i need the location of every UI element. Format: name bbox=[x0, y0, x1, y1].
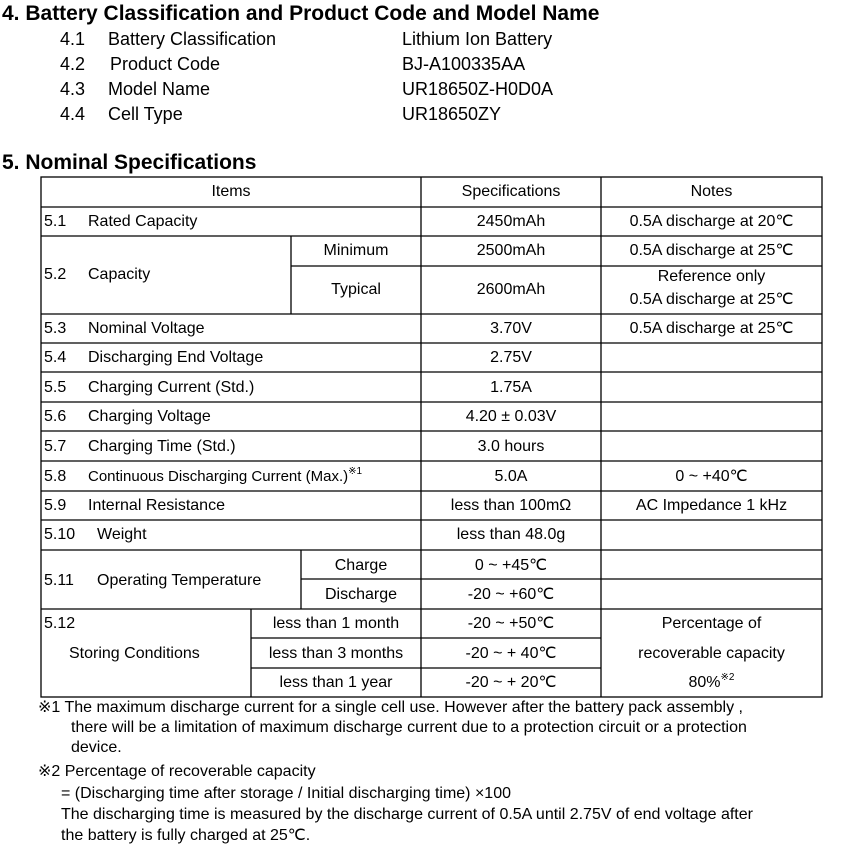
row-label: Charging Time (Std.) bbox=[88, 438, 236, 455]
note-value: 0.5A discharge at 25℃ bbox=[629, 320, 794, 337]
row-label: Rated Capacity bbox=[88, 213, 198, 230]
spec-value: 0 ~ +45℃ bbox=[474, 557, 548, 574]
row-label: Product Code bbox=[110, 54, 221, 74]
storage-period: less than 1 month bbox=[272, 615, 400, 632]
row-label: Nominal Voltage bbox=[88, 320, 205, 337]
row-number: 4.1 bbox=[60, 29, 86, 49]
header-notes: Notes bbox=[690, 183, 733, 200]
spec-value: less than 48.0g bbox=[456, 526, 566, 543]
footnote-2-line: = (Discharging time after storage / Initial discharging time) ×100 bbox=[61, 785, 511, 802]
row-value: UR18650Z-H0D0A bbox=[402, 79, 554, 99]
sub-label: Charge bbox=[334, 557, 388, 574]
spec-value: -20 ~ +60℃ bbox=[467, 586, 555, 603]
row-label: Battery Classification bbox=[108, 29, 277, 49]
note-value: Reference only bbox=[657, 268, 766, 285]
row-number: 5.4 bbox=[44, 349, 67, 366]
sub-label: Minimum bbox=[323, 242, 389, 259]
footnote-1-line: device. bbox=[71, 739, 122, 756]
row-number: 5.12 bbox=[44, 615, 76, 632]
spec-value: 5.0A bbox=[494, 468, 528, 485]
sub-label: Discharge bbox=[324, 586, 398, 603]
row-label: Storing Conditions bbox=[69, 645, 200, 662]
spec-value: -20 ~ + 20℃ bbox=[465, 674, 557, 691]
footnote-2-line: ※2 Percentage of recoverable capacity bbox=[38, 763, 316, 780]
row-label: Discharging End Voltage bbox=[88, 349, 264, 366]
spec-value: 3.70V bbox=[490, 320, 532, 337]
note-value: 0.5A discharge at 25℃ bbox=[629, 242, 794, 259]
note-value: AC Impedance 1 kHz bbox=[635, 497, 788, 514]
row-label: Operating Temperature bbox=[97, 572, 262, 589]
header-items: Items bbox=[211, 183, 251, 200]
footnote-2-line: The discharging time is measured by the discharge current of 0.5A until 2.75V of end voltage after bbox=[61, 806, 753, 823]
row-value: UR18650ZY bbox=[402, 104, 502, 124]
spec-value: 4.20 ± 0.03V bbox=[465, 408, 557, 425]
spec-value: less than 100mΩ bbox=[450, 497, 572, 514]
row-label: Model Name bbox=[108, 79, 211, 99]
row-label: Charging Voltage bbox=[88, 408, 211, 425]
row-number: 5.7 bbox=[44, 438, 67, 455]
spec-value: 2500mAh bbox=[476, 242, 546, 259]
row-label: Cell Type bbox=[108, 104, 183, 124]
note-value: recoverable capacity bbox=[638, 645, 785, 662]
note-value: 0.5A discharge at 25℃ bbox=[629, 291, 794, 308]
row-label: Capacity bbox=[88, 266, 151, 283]
row-number: 5.8 bbox=[44, 468, 67, 485]
section-5-title: 5. Nominal Specifications bbox=[2, 151, 257, 174]
row-value: Lithium Ion Battery bbox=[402, 29, 553, 49]
note-value: 0.5A discharge at 20℃ bbox=[629, 213, 794, 230]
storage-period: less than 1 year bbox=[279, 674, 393, 691]
spec-value: -20 ~ + 40℃ bbox=[465, 645, 557, 662]
section-4-title: 4. Battery Classification and Product Code and Model Name bbox=[2, 2, 600, 25]
spec-value: 1.75A bbox=[490, 379, 532, 396]
spec-value: 2600mAh bbox=[476, 281, 546, 298]
row-number: 5.5 bbox=[44, 379, 67, 396]
row-number: 5.11 bbox=[44, 572, 74, 589]
row-number: 4.4 bbox=[60, 104, 86, 124]
row-number: 5.9 bbox=[44, 497, 67, 514]
row-value: BJ-A100335AA bbox=[402, 54, 526, 74]
row-number: 4.2 bbox=[60, 54, 86, 74]
row-number: 5.1 bbox=[44, 213, 67, 230]
sub-label: Typical bbox=[331, 281, 381, 298]
spec-value: 2450mAh bbox=[476, 213, 546, 230]
note-value: 80%$^{※2}$ bbox=[688, 672, 735, 691]
row-label: Internal Resistance bbox=[88, 497, 225, 514]
row-label: Continuous Discharging Current $(Max.)^{※1}$ bbox=[88, 466, 363, 485]
spec-value: -20 ~ +50℃ bbox=[467, 615, 555, 632]
footnote-1-line: ※1 The maximum discharge current for a single cell use. However after the battery pack assembly , bbox=[38, 699, 743, 716]
row-number: 5.6 bbox=[44, 408, 67, 425]
note-value: 0 ~ +40℃ bbox=[675, 468, 748, 485]
header-specifications: Specifications bbox=[461, 183, 561, 200]
row-label: Weight bbox=[97, 526, 147, 543]
footnote-1-line: there will be a limitation of maximum discharge current due to a protection circuit or a protection bbox=[71, 719, 747, 736]
row-label: Charging Current (Std.) bbox=[88, 379, 255, 396]
row-number: 5.2 bbox=[44, 266, 67, 283]
row-number: 5.3 bbox=[44, 320, 67, 337]
row-number: 4.3 bbox=[60, 79, 86, 99]
row-number: 5.10 bbox=[44, 526, 76, 543]
note-value: Percentage of bbox=[661, 615, 762, 632]
footnote-mark: ※1 bbox=[348, 466, 363, 477]
footnote-mark: ※2 bbox=[720, 672, 735, 683]
storage-period: less than 3 months bbox=[268, 645, 404, 662]
footnote-2-line: the battery is fully charged at 25℃. bbox=[61, 827, 311, 844]
spec-value: 2.75V bbox=[490, 349, 532, 366]
spec-value: 3.0 hours bbox=[477, 438, 545, 455]
